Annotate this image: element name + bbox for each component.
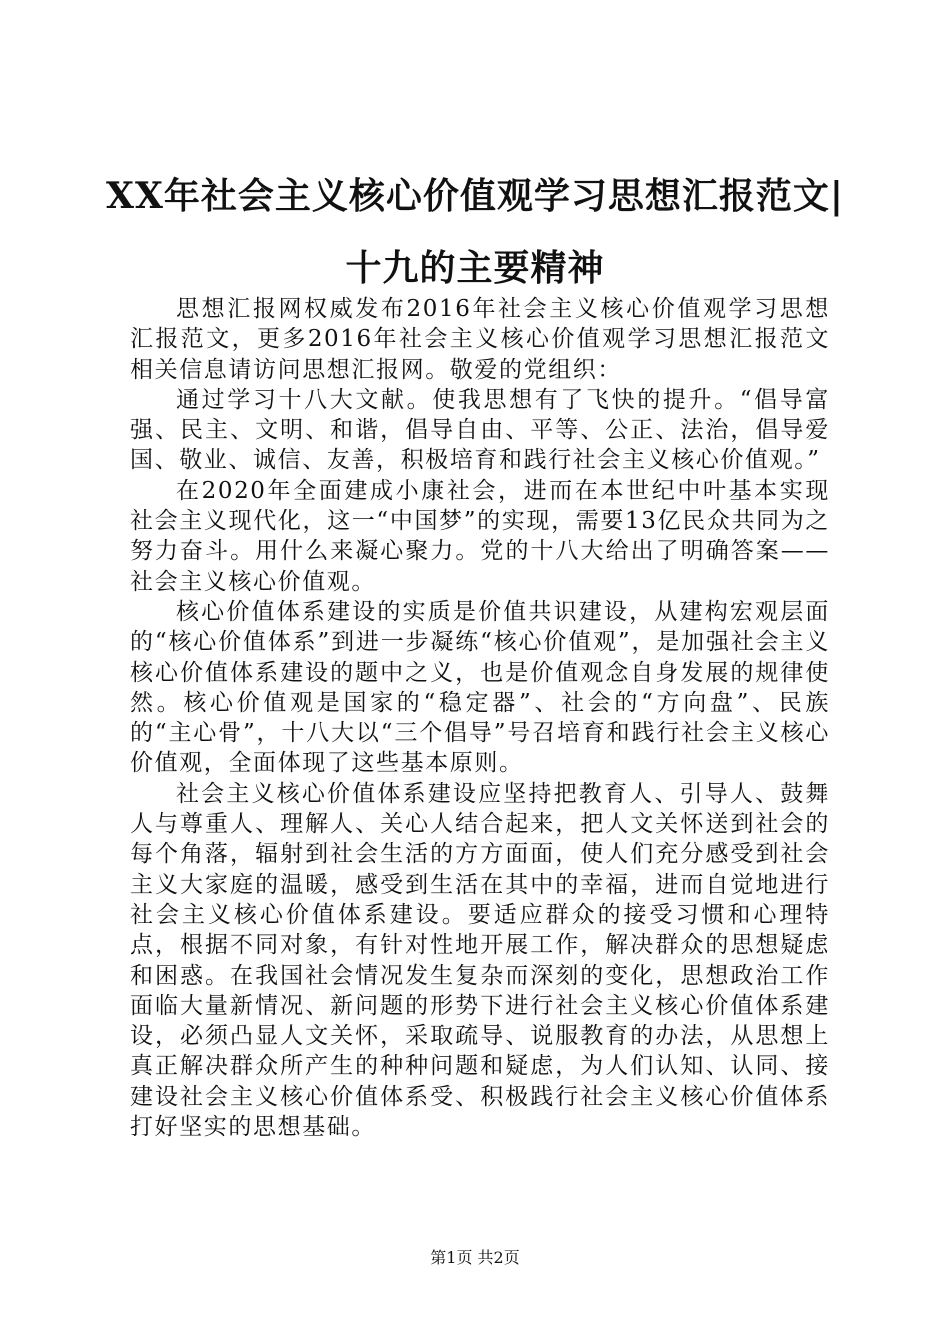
page-number-footer: 第1页 共2页 (430, 1248, 520, 1267)
paragraph-1: 思想汇报网权威发布2016年社会主义核心价值观学习思想汇报范文，更多2016年社会主义核心价值观学习思想汇报范文相关信息请访问思想汇报网。敬爱的党组织： (130, 296, 830, 383)
document-title (100, 160, 850, 304)
paragraph-2: 通过学习十八大文献。使我思想有了飞快的提升。“倡导富强、民主、文明、和谐，倡导自由、平等、公正、法治，倡导爱国、敬业、诚信、友善，积极培育和践行社会主义核心价值观。” (130, 386, 830, 474)
paragraph-4: 核心价值体系建设的实质是价值共识建设，从建构宏观层面的“核心价值体系”到进一步凝练“核心价值观”，是加强社会主义核心价值体系建设的题中之义，也是价值观念自身发展的规律使然。核心价值观是国家的“稳定器”、社会的“方向盘”、民族的“主心骨”，十八大以“三个倡导”号召培育和践行社会主义核心价值观，全面体现了这些基本原则。 (130, 598, 830, 777)
title-line-2: 十九的主要精神 (345, 247, 605, 289)
document-body (130, 294, 830, 1142)
paragraph-3: 在2020年全面建成小康社会，进而在本世纪中叶基本实现社会主义现代化，这一“中国梦”的实现，需要13亿民众共同为之努力奋斗。用什么来凝心聚力。党的十八大给出了明确答案——社会主义核心价值观。 (130, 477, 830, 595)
paragraph-5: 社会主义核心价值体系建设应坚持把教育人、引导人、鼓舞人与尊重人、理解人、关心人结合起来，把人文关怀送到社会的每个角落，辐射到社会生活的方方面面，使人们充分感受到社会主义大家庭的温暖，感受到生活在其中的幸福，进而自觉地进行社会主义核心价值体系建设。要适应群众的接受习惯和心理特点，根据不同对象，有针对性地开展工作，解决群众的思想疑虑和困惑。在我国社会情况发生复杂而深刻的变化，思想政治工作面临大量新情况、新问题的形势下进行社会主义核心价值体系建设，必须凸显人文关怀，采取疏导、说服教育的办法，从思想上真正解决群众所产生的种种问题和疑虑，为人们认知、认同、接建设社会主义核心价值体系受、积极践行社会主义核心价值体系打好坚实的思想基础。 (130, 780, 830, 1141)
title-line-1: XX年社会主义核心价值观学习思想汇报范文| (106, 175, 844, 217)
